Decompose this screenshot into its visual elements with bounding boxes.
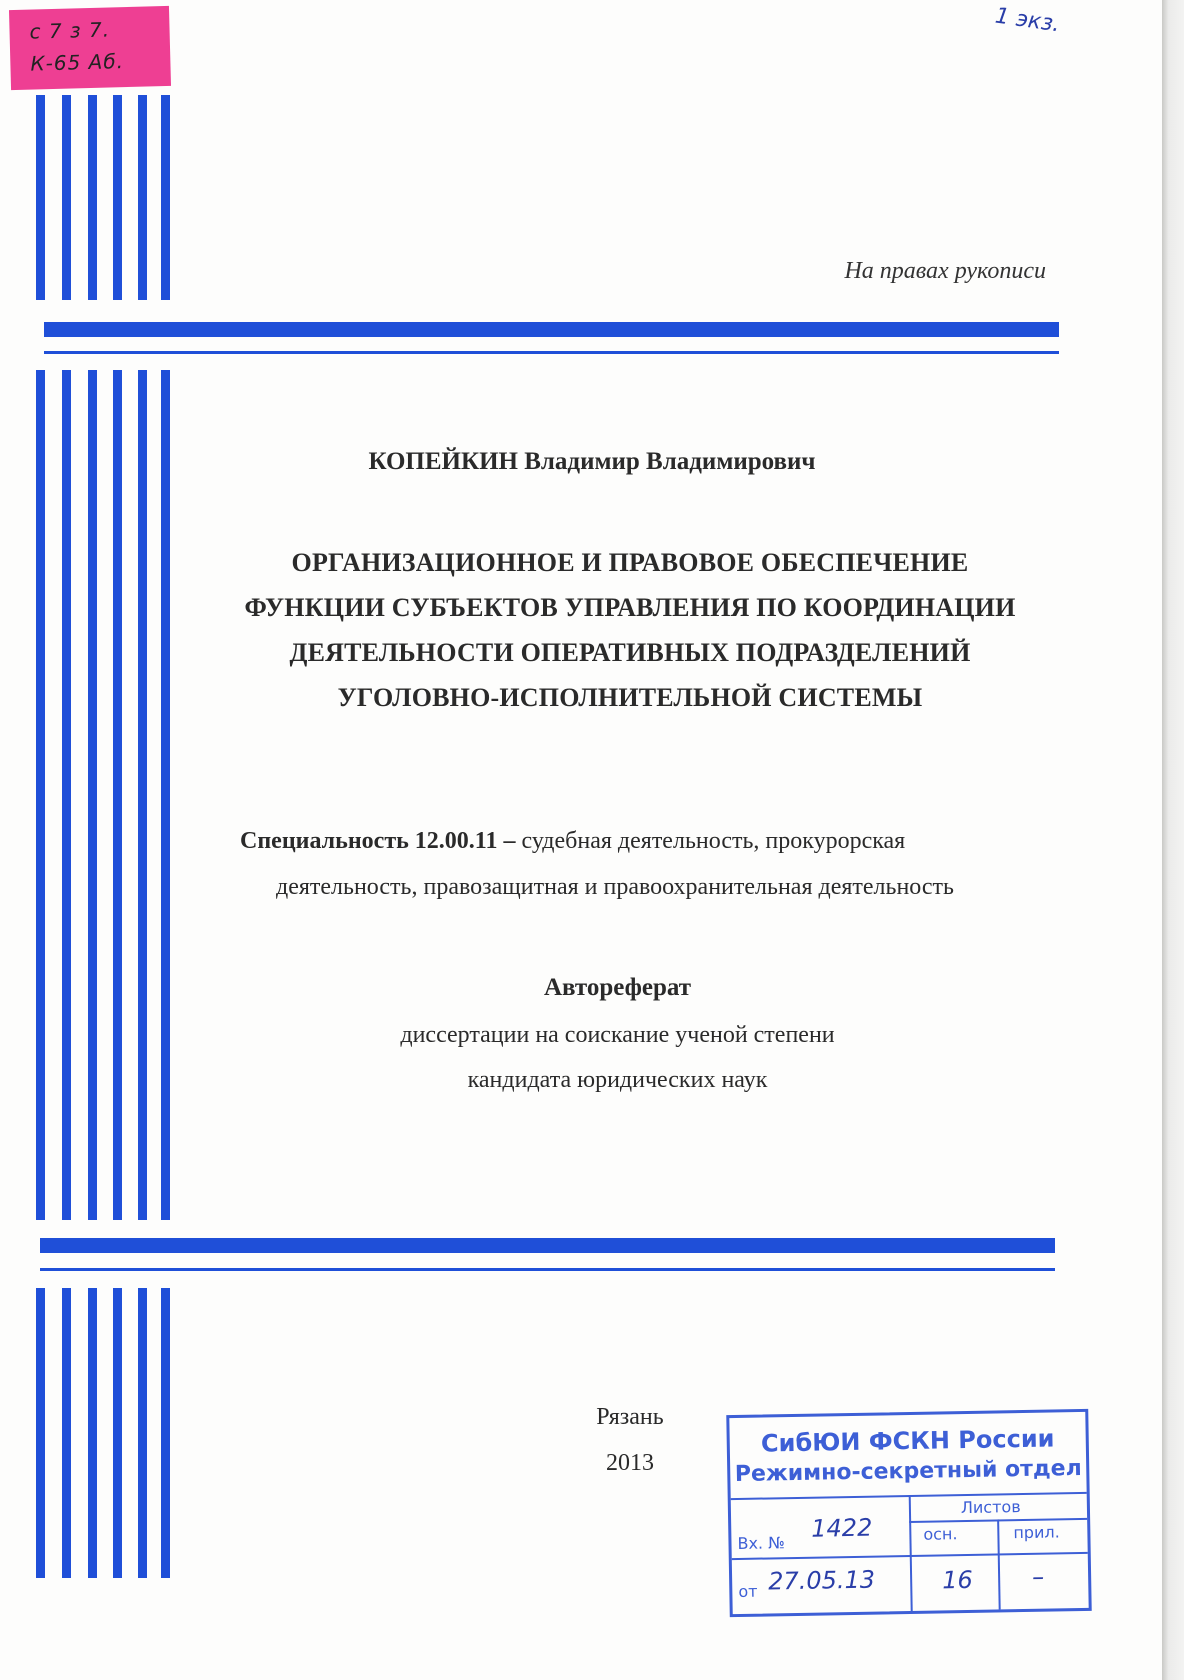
stamp-date-label: от <box>738 1581 758 1601</box>
specialty-line-1 <box>240 828 905 855</box>
year: 2013 <box>606 1450 654 1476</box>
author-name: КОПЕЙКИН Владимир Владимирович <box>368 448 816 475</box>
dissertation-line-1: диссертации на соискание ученой степени <box>400 1022 835 1048</box>
title-line: УГОЛОВНО-ИСПОЛНИТЕЛЬНОЙ СИСТЕМЫ <box>337 683 923 712</box>
title-line: ОРГАНИЗАЦИОННОЕ И ПРАВОВОЕ ОБЕСПЕЧЕНИЕ <box>291 548 969 577</box>
specialty-text: судебная деятельность, прокурорская <box>515 828 906 854</box>
stamp-attach-value: – <box>1031 1562 1045 1591</box>
page-edge <box>1162 0 1184 1680</box>
handwritten-note: 1 экз. <box>993 3 1062 38</box>
library-sticker <box>9 6 171 90</box>
title-line: ДЕЯТЕЛЬНОСТИ ОПЕРАТИВНЫХ ПОДРАЗДЕЛЕНИЙ <box>289 638 971 667</box>
stamp-date: 27.05.13 <box>767 1565 876 1596</box>
stamp-sheets-label: Листов <box>960 1497 1021 1518</box>
specialty-line-2: деятельность, правозащитная и правоохранительная деятельность <box>276 874 954 900</box>
stamp-department: Режимно-секретный отдел <box>734 1455 1082 1488</box>
stamp-main-label: осн. <box>923 1524 958 1544</box>
registration-stamp <box>726 1409 1091 1617</box>
stamp-in-label: Вх. № <box>737 1533 785 1553</box>
stamp-org: СибЮИ ФСКН России <box>760 1424 1055 1458</box>
stamp-main-value: 16 <box>941 1565 973 1595</box>
sticker-line-2: К-65 Аб. <box>30 49 125 76</box>
specialty-label: Специальность 12.00.11 – <box>240 828 516 854</box>
stamp-in-number: 1422 <box>811 1513 873 1543</box>
dissertation-line-2: кандидата юридических наук <box>467 1067 768 1093</box>
dissertation-title <box>0 540 1184 720</box>
manuscript-label: На правах рукописи <box>844 258 1046 284</box>
stamp-attach-label: прил. <box>1013 1522 1060 1543</box>
title-line: ФУНКЦИИ СУБЪЕКТОВ УПРАВЛЕНИЯ ПО КООРДИНАЦИИ <box>244 593 1016 622</box>
sticker-line-1: с 7 з 7. <box>29 17 111 44</box>
abstract-label: Автореферат <box>543 974 692 1001</box>
city: Рязань <box>596 1404 664 1430</box>
